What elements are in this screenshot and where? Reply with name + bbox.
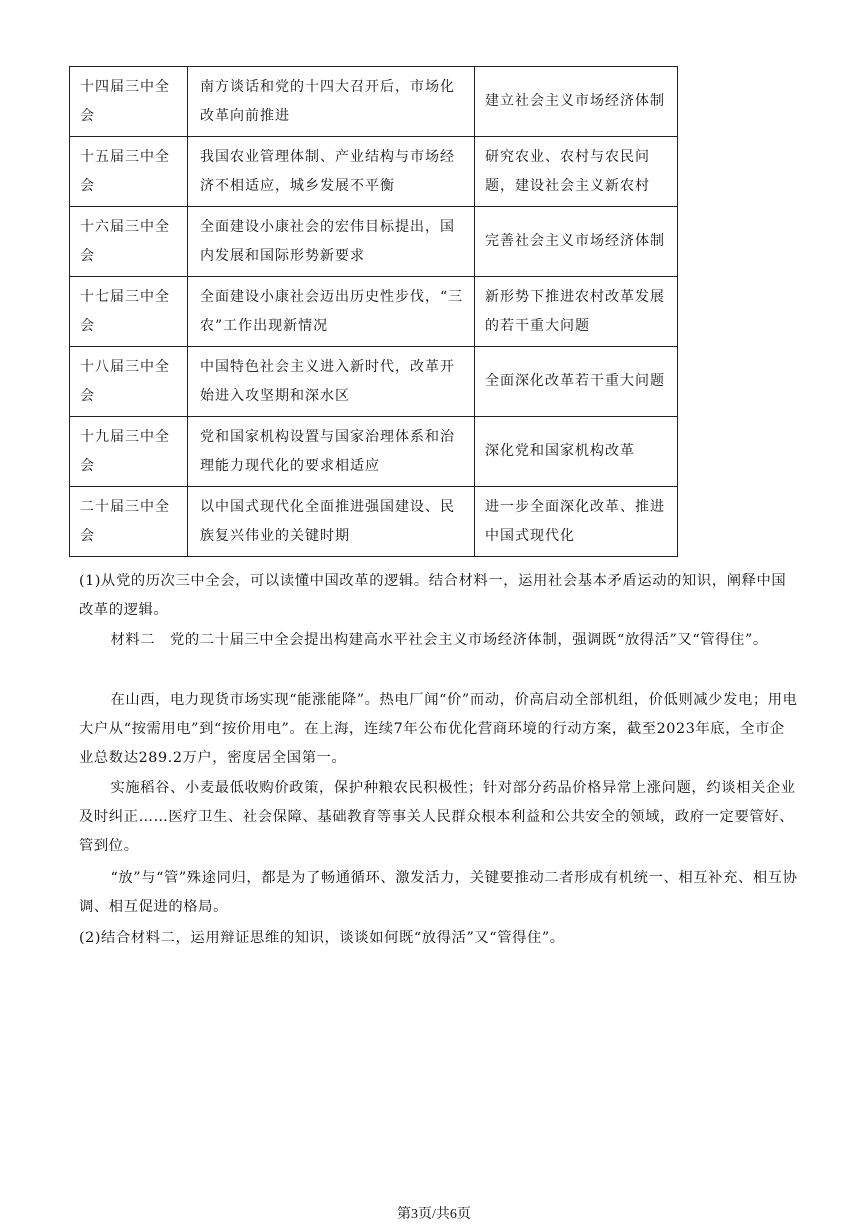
question-2: (2)结合材料二，运用辩证思维的知识，谈谈如何既“放得活”又“管得住”。	[79, 930, 565, 946]
table-row	[70, 417, 678, 487]
table-row	[70, 487, 678, 557]
question-1: (1)从党的历次三中全会，可以读懂中国改革的逻辑。结合材料一，运用社会基本矛盾运动的知识，阐释中国改革的逻辑。	[79, 573, 787, 618]
reform-table-body	[70, 67, 678, 557]
page-footer: 第3页/共6页	[397, 1207, 471, 1222]
table-row	[70, 277, 678, 347]
material-2-paragraph-1: 在山西，电力现货市场实现“能涨能降”。热电厂闻“价”而动，价高启动全部机组，价低则减少发电；用电大户从“按需用电”到“按价用电”。在上海，连续7年公布优化营商环境的行动方案，截至2023年底，全市企业总数达289.2万户，密度居全国第一。	[79, 692, 798, 766]
session-cell: 十六届三中全会	[70, 207, 188, 277]
material-2-paragraph-3: “放”与“管”殊途同归，都是为了畅通循环、激发活力，关键要推动二者形成有机统一、相互补充、相互协调、相互促进的格局。	[79, 870, 798, 915]
theme-cell: 全面深化改革若干重大问题	[475, 347, 678, 417]
table-row	[70, 137, 678, 207]
table-row	[70, 67, 678, 137]
background-cell: 党和国家机构设置与国家治理体系和治理能力现代化的要求相适应	[188, 417, 475, 487]
theme-cell: 深化党和国家机构改革	[475, 417, 678, 487]
background-cell: 中国特色社会主义进入新时代，改革开始进入攻坚期和深水区	[188, 347, 475, 417]
session-cell: 十七届三中全会	[70, 277, 188, 347]
background-cell: 全面建设小康社会的宏伟目标提出，国内发展和国际形势新要求	[188, 207, 475, 277]
background-cell: 我国农业管理体制、产业结构与市场经济不相适应，城乡发展不平衡	[188, 137, 475, 207]
session-cell: 十九届三中全会	[70, 417, 188, 487]
reform-table	[69, 66, 678, 557]
theme-cell: 建立社会主义市场经济体制	[475, 67, 678, 137]
theme-cell: 完善社会主义市场经济体制	[475, 207, 678, 277]
table-row	[70, 347, 678, 417]
background-cell: 以中国式现代化全面推进强国建设、民族复兴伟业的关键时期	[188, 487, 475, 557]
session-cell: 十五届三中全会	[70, 137, 188, 207]
background-cell: 全面建设小康社会迈出历史性步伐，“三农”工作出现新情况	[188, 277, 475, 347]
session-cell: 十四届三中全会	[70, 67, 188, 137]
material-2-paragraph-2: 实施稻谷、小麦最低收购价政策，保护种粮农民积极性；针对部分药品价格异常上涨问题，约谈相关企业及时纠正……医疗卫生、社会保障、基础教育等事关人民群众根本利益和公共安全的领域，政府一定要管好、管到位。	[79, 780, 796, 854]
theme-cell: 进一步全面深化改革、推进中国式现代化	[475, 487, 678, 557]
background-cell: 南方谈话和党的十四大召开后，市场化改革向前推进	[188, 67, 475, 137]
theme-cell: 研究农业、农村与农民问题，建设社会主义新农村	[475, 137, 678, 207]
session-cell: 二十届三中全会	[70, 487, 188, 557]
theme-cell: 新形势下推进农村改革发展的若干重大问题	[475, 277, 678, 347]
session-cell: 十八届三中全会	[70, 347, 188, 417]
table-row	[70, 207, 678, 277]
material-2-intro: 材料二 党的二十届三中全会提出构建高水平社会主义市场经济体制，强调既“放得活”又“管得住”。	[110, 632, 768, 648]
